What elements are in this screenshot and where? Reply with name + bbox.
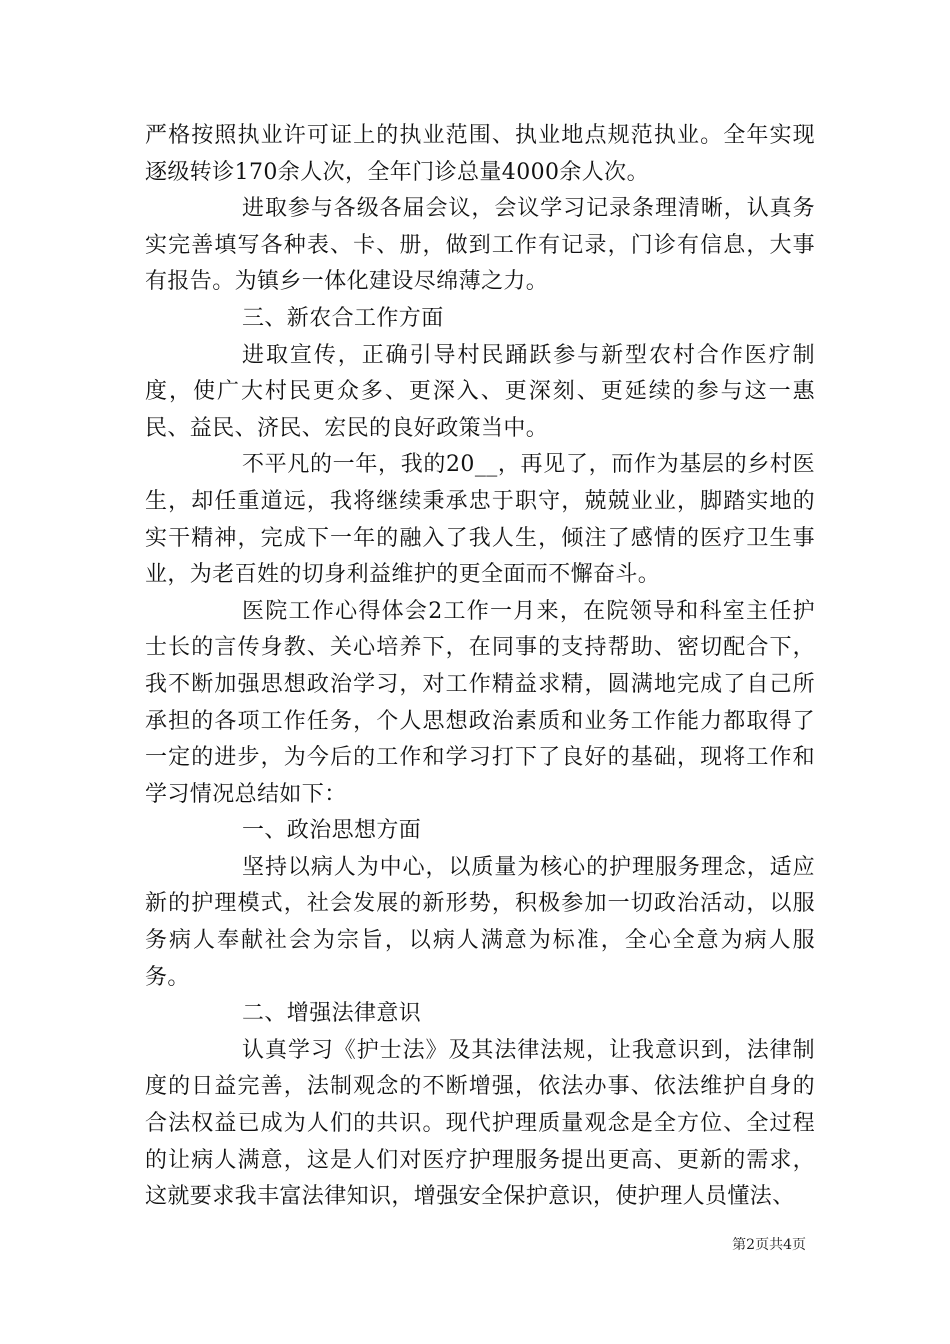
section-heading-new-rural-cooperative: 三、新农合工作方面 xyxy=(242,305,444,331)
paragraph-meetings: 进取参与各级各届会议，会议学习记录条理清晰，认真务实完善填写各种表、卡、册，做到工作有记录，门诊有信息，大事有报告。为镇乡一体化建设尽绵薄之力。 xyxy=(145,196,815,295)
paragraph-publicity: 进取宣传，正确引导村民踊跃参与新型农村合作医疗制度，使广大村民更众多、更深入、更深刻、更延续的参与这一惠民、益民、济民、宏民的良好政策当中。 xyxy=(145,342,815,441)
paragraph-patient-centered: 坚持以病人为中心，以质量为核心的护理服务理念，适应新的护理模式，社会发展的新形势，积极参加一切政治活动，以服务病人奉献社会为宗旨，以病人满意为标准，全心全意为病人服务。 xyxy=(145,854,815,990)
paragraph-continuation: 严格按照执业许可证上的执业范围、执业地点规范执业。全年实现逐级转诊170余人次，全年门诊总量4000余人次。 xyxy=(145,123,815,185)
document-body xyxy=(145,118,815,1216)
paragraph-hospital-experience: 医院工作心得体会2工作一月来，在院领导和科室主任护士长的言传身教、关心培养下，在同事的支持帮助、密切配合下，我不断加强思想政治学习，对工作精益求精，圆满地完成了自己所承担的各项工作任务，个人思想政治素质和业务工作能力都取得了一定的进步，为今后的工作和学习打下了良好的基础，现将工作和学习情况总结如下： xyxy=(145,598,815,807)
paragraph-nurse-law: 认真学习《护士法》及其法律法规，让我意识到，法律制度的日益完善，法制观念的不断增强，依法办事、依法维护自身的合法权益已成为人们的共识。现代护理质量观念是全方位、全过程的让病人满意，这是人们对医疗护理服务提出更高、更新的需求，这就要求我丰富法律知识，增强安全保护意识，使护理人员懂法、 xyxy=(145,1037,815,1210)
paragraph-year-summary: 不平凡的一年，我的20__，再见了，而作为基层的乡村医生，却任重道远，我将继续秉承忠于职守，兢兢业业，脚踏实地的实干精神，完成下一年的融入了我人生，倾注了感情的医疗卫生事业，为老百姓的切身利益维护的更全面而不懈奋斗。 xyxy=(145,452,815,588)
page-number-footer: 第2页共4页 xyxy=(732,1237,806,1253)
section-heading-political-thought: 一、政治思想方面 xyxy=(242,818,422,844)
section-heading-legal-awareness: 二、增强法律意识 xyxy=(242,1001,422,1027)
